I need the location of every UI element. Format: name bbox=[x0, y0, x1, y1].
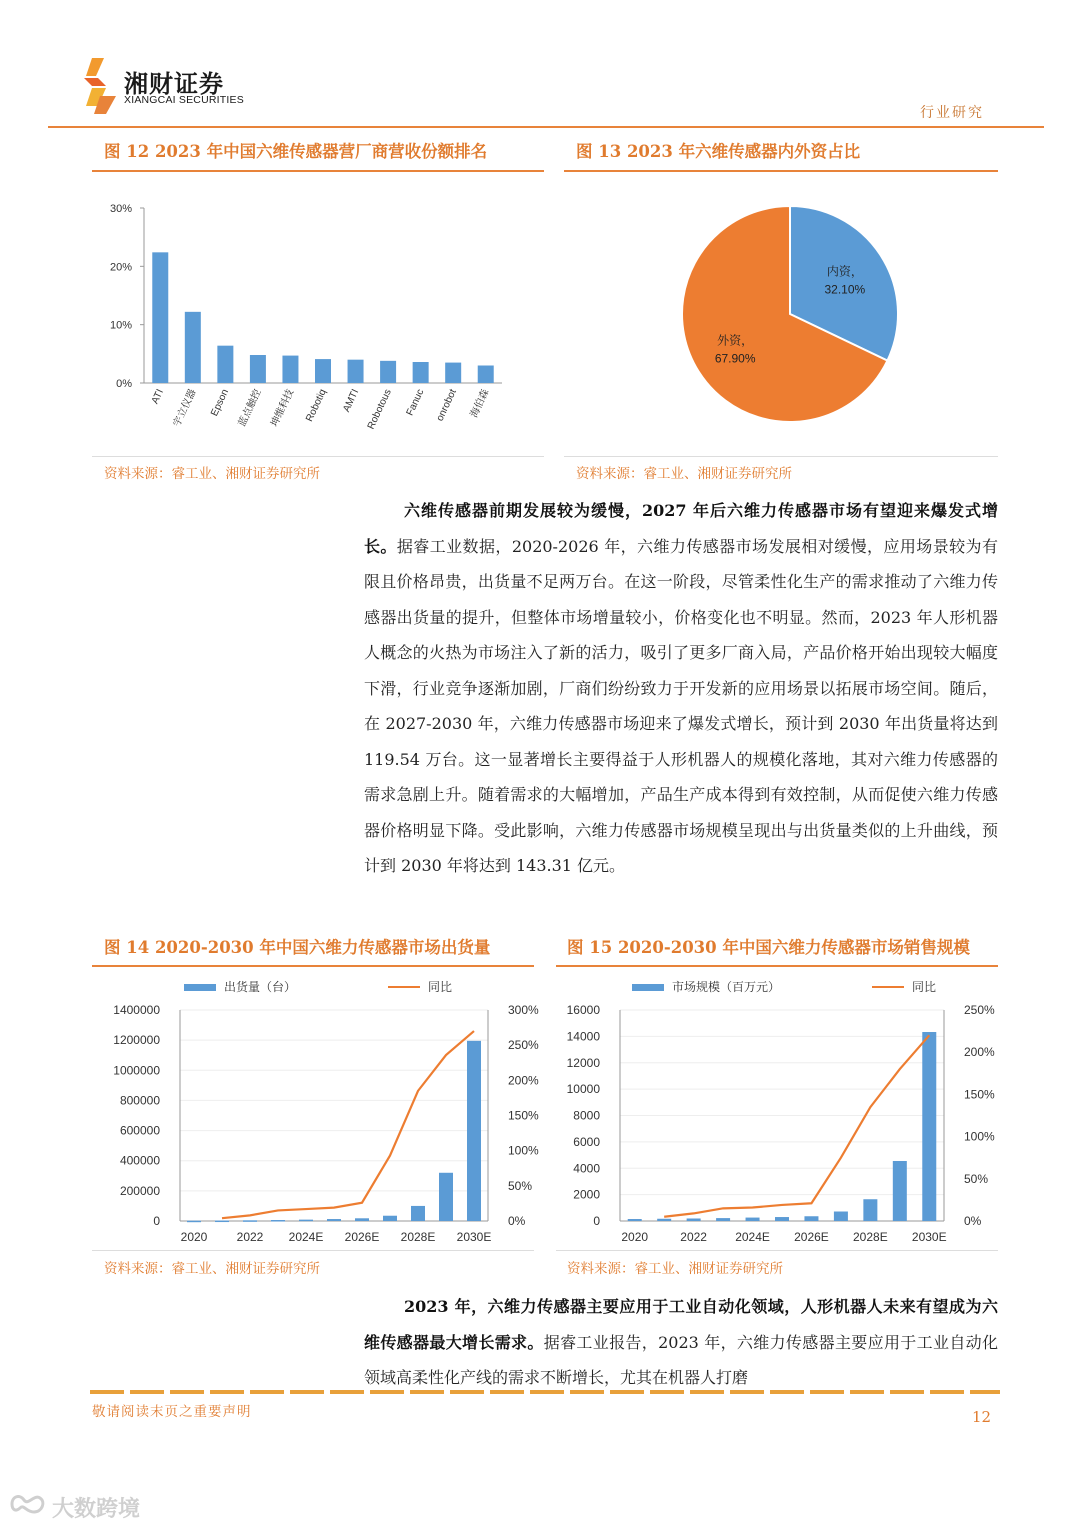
fig12-bar bbox=[348, 360, 364, 383]
fig14-ytick-left-label: 400000 bbox=[119, 1153, 160, 1168]
page-number: 12 bbox=[972, 1408, 992, 1426]
fig14-xtick-label: 2022 bbox=[236, 1230, 264, 1244]
fig14-xtick-label: 2026E bbox=[344, 1230, 380, 1244]
fig12-source-rule bbox=[92, 456, 544, 457]
fig14-ytick-left-label: 1200000 bbox=[113, 1033, 160, 1048]
fig14-bar bbox=[243, 1220, 257, 1222]
fig12-bar bbox=[315, 359, 331, 383]
fig14-bar bbox=[411, 1206, 425, 1221]
fig14-ytick-right-label: 0% bbox=[508, 1214, 526, 1228]
fig15-ytick-left-label: 6000 bbox=[573, 1134, 600, 1149]
fig14-ytick-right-label: 200% bbox=[508, 1073, 539, 1088]
paragraph-2-lead: 2023 年，六维力传感器主要应用于工业自动化领域，人形机器人未来有望成为六维传感器最大增长需求。 bbox=[364, 1297, 998, 1352]
fig15-legend-bar-label: 市场规模（百万元） bbox=[672, 980, 781, 994]
fig15-bar bbox=[804, 1216, 818, 1221]
fig13-slice-value: 32.10% bbox=[824, 282, 866, 297]
fig14-bar bbox=[299, 1220, 313, 1222]
fig12-xtick-label: 海伯森 bbox=[468, 387, 492, 420]
fig15-ytick-right-label: 200% bbox=[964, 1045, 995, 1060]
logo-text-en: XIANGCAI SECURITIES bbox=[124, 94, 244, 106]
fig14-ytick-left-label: 1000000 bbox=[113, 1063, 160, 1078]
fig14-bar bbox=[467, 1041, 481, 1221]
fig12-ytick-label: 0% bbox=[116, 378, 132, 390]
fig12-ytick-label: 30% bbox=[109, 203, 132, 215]
fig15-xtick-label: 2020 bbox=[621, 1230, 649, 1244]
fig14-bar bbox=[383, 1216, 397, 1221]
paragraph-2 bbox=[364, 1289, 998, 1397]
paragraph-1-body: 据睿工业数据，2020-2026 年，六维力传感器市场发展相对缓慢，应用场景较为有限且价格昂贵，出货量不足两万台。在这一阶段，尽管柔性化生产的需求推动了六维力传感器出货量的提升，但整体市场增量较小，价格变化也不明显。然而，2023 年人形机器人概念的火热为市场注入了新的活力，吸引了更多厂商入局，产品价格开始出现较大幅度下滑，行业竞争逐渐加剧，厂商们纷纷致力于开发新的应用场景以拓展市场空间。随后，在 2027-2030 年，六维力传感器市场迎来了爆发式增长，预计到 2030 年出货量将达到 119.54 万台。这一显著增长主要得益于人形机器人的规模化落地，其对六维力传感器的需求急剧上升。随着需求的大幅增加，产品生产成本得到有效控制，从而促使六维力传感器价格明显下降。受此影响，六维力传感器市场规模呈现出与出货量类似的上升曲线，预计到 2030 年将达到 143.31 亿元。 bbox=[364, 536, 998, 875]
paragraph-1 bbox=[364, 493, 998, 884]
header bbox=[0, 0, 1080, 130]
fig12-bar bbox=[217, 346, 233, 383]
fig12-xtick-label: 蓝点触控 bbox=[236, 387, 264, 429]
fig15-bar bbox=[628, 1219, 642, 1221]
fig14-ytick-left-label: 800000 bbox=[119, 1093, 160, 1108]
fig15-title-rule bbox=[556, 965, 998, 967]
fig14-ytick-right-label: 100% bbox=[508, 1143, 539, 1158]
fig13-source: 资料来源：睿工业、湘财证券研究所 bbox=[576, 466, 792, 482]
watermark-text: 大数跨境 bbox=[52, 1497, 141, 1522]
fig12-ytick-label: 10% bbox=[109, 319, 132, 332]
fig13-slice-label: 内资， bbox=[826, 264, 863, 279]
fig15-bar bbox=[922, 1032, 936, 1221]
fig12-bar bbox=[282, 356, 298, 383]
fig12-xtick-label: 宇立仪器 bbox=[171, 387, 199, 429]
fig15-xtick-label: 2030E bbox=[911, 1230, 947, 1244]
fig14-legend-bar-label: 出货量（台） bbox=[224, 980, 297, 994]
fig14-bar bbox=[327, 1219, 341, 1221]
fig15-bar bbox=[687, 1218, 701, 1221]
fig15-combo-chart bbox=[556, 972, 998, 1248]
fig15-ytick-left-label: 2000 bbox=[573, 1187, 600, 1202]
fig14-bar bbox=[187, 1221, 201, 1223]
fig14-title-rule bbox=[92, 965, 534, 967]
fig13-pie-chart bbox=[564, 190, 998, 440]
logo-icon bbox=[82, 56, 120, 116]
fig12-source: 资料来源：睿工业、湘财证券研究所 bbox=[104, 466, 320, 482]
fig15-ytick-left-label: 8000 bbox=[573, 1108, 600, 1123]
fig13-slice-value: 67.90% bbox=[714, 351, 756, 366]
fig13-title-rule bbox=[564, 170, 998, 172]
fig14-ytick-right-label: 50% bbox=[508, 1178, 533, 1193]
fig14-ytick-left-label: 200000 bbox=[119, 1183, 160, 1198]
fig15-ytick-right-label: 150% bbox=[964, 1087, 995, 1102]
fig12-bar bbox=[380, 361, 396, 383]
fig14-xtick-label: 2028E bbox=[400, 1230, 436, 1244]
fig12-xtick-label: AMTI bbox=[341, 387, 362, 414]
fig14-combo-chart bbox=[92, 972, 544, 1248]
fig12-ytick-label: 20% bbox=[109, 261, 132, 274]
fig14-bar bbox=[215, 1221, 229, 1223]
fig15-ytick-left-label: 10000 bbox=[566, 1082, 600, 1097]
paragraph-2-body: 据睿工业报告，2023 年，六维力传感器主要应用于工业自动化领域高柔性化产线的需求不断增长，尤其在机器人打磨 bbox=[364, 1332, 998, 1387]
fig14-ytick-left-label: 0 bbox=[153, 1214, 160, 1228]
fig15-bar bbox=[893, 1161, 907, 1221]
fig12-xtick-label: 坤维科技 bbox=[269, 387, 297, 429]
fig15-xtick-label: 2024E bbox=[735, 1230, 770, 1244]
fig14-yoy-line bbox=[222, 1031, 474, 1218]
logo-text-cn: 湘财证券 bbox=[124, 70, 224, 98]
fig12-bar bbox=[445, 363, 461, 383]
fig14-legend-line-label: 同比 bbox=[428, 980, 453, 994]
fig15-ytick-left-label: 0 bbox=[593, 1214, 600, 1228]
fig12-bar bbox=[250, 355, 266, 383]
fig15-ytick-left-label: 16000 bbox=[566, 1003, 600, 1017]
fig15-source: 资料来源：睿工业、湘财证券研究所 bbox=[567, 1261, 783, 1277]
header-rule bbox=[48, 126, 1044, 128]
section-label: 行业研究 bbox=[920, 105, 984, 121]
watermark-icon bbox=[8, 1490, 50, 1518]
fig15-bar bbox=[863, 1199, 877, 1221]
fig15-legend-line-label: 同比 bbox=[912, 980, 937, 994]
fig12-bar bbox=[152, 252, 168, 383]
fig15-ytick-right-label: 100% bbox=[964, 1129, 995, 1144]
fig14-source-rule bbox=[92, 1250, 534, 1251]
fig12-bar bbox=[413, 362, 429, 383]
fig15-ytick-left-label: 14000 bbox=[566, 1029, 600, 1044]
fig12-title-rule bbox=[92, 170, 544, 172]
fig12-xtick-label: Robotous bbox=[365, 387, 394, 432]
fig14-xtick-label: 2024E bbox=[288, 1230, 324, 1244]
fig14-ytick-right-label: 300% bbox=[508, 1003, 539, 1017]
fig13-source-rule bbox=[564, 456, 998, 457]
fig14-ytick-right-label: 150% bbox=[508, 1108, 539, 1123]
fig12-xtick-label: ATI bbox=[149, 387, 166, 406]
fig15-bar bbox=[775, 1217, 789, 1221]
fig13-slice-label: 外资， bbox=[717, 333, 754, 348]
fig15-xtick-label: 2022 bbox=[680, 1230, 707, 1244]
fig14-xtick-label: 2020 bbox=[180, 1230, 208, 1244]
fig12-bar bbox=[185, 312, 201, 383]
fig15-bar bbox=[834, 1212, 848, 1221]
fig14-bar bbox=[439, 1173, 453, 1221]
fig15-xtick-label: 2028E bbox=[853, 1230, 888, 1244]
fig14-source: 资料来源：睿工业、湘财证券研究所 bbox=[104, 1261, 320, 1277]
fig13-title: 图 13 2023 年六维传感器内外资占比 bbox=[576, 142, 861, 161]
fig14-ytick-left-label: 1400000 bbox=[113, 1003, 160, 1017]
fig14-xtick-label: 2030E bbox=[456, 1230, 492, 1244]
fig12-xtick-label: Fanuc bbox=[404, 387, 427, 418]
fig15-legend-bar-swatch bbox=[632, 984, 664, 991]
fig15-bar bbox=[746, 1218, 760, 1221]
fig12-xtick-label: onrobot bbox=[434, 387, 459, 424]
fig15-title: 图 15 2020-2030 年中国六维力传感器市场销售规模 bbox=[567, 938, 970, 957]
fig12-xtick-label: Epson bbox=[209, 387, 232, 418]
fig14-ytick-right-label: 250% bbox=[508, 1038, 539, 1053]
fig15-ytick-right-label: 250% bbox=[964, 1003, 995, 1017]
fig14-bar bbox=[355, 1218, 369, 1221]
fig15-xtick-label: 2026E bbox=[794, 1230, 829, 1244]
fig14-legend-bar-swatch bbox=[184, 984, 216, 991]
fig15-ytick-right-label: 0% bbox=[964, 1214, 982, 1228]
fig15-ytick-left-label: 12000 bbox=[566, 1055, 600, 1070]
fig12-xtick-label: Robotiq bbox=[304, 387, 329, 424]
fig14-title: 图 14 2020-2030 年中国六维力传感器市场出货量 bbox=[104, 938, 491, 957]
footer-dashed-rule bbox=[90, 1388, 1000, 1396]
fig12-bar-chart bbox=[92, 190, 544, 440]
fig15-bar bbox=[716, 1218, 730, 1221]
paragraph-1-lead: 六维传感器前期发展较为缓慢，2027 年后六维力传感器市场有望迎来爆发式增长。 bbox=[364, 501, 998, 556]
footer-notice: 敬请阅读末页之重要声明 bbox=[92, 1404, 252, 1420]
fig15-ytick-left-label: 4000 bbox=[573, 1161, 600, 1176]
fig14-ytick-left-label: 600000 bbox=[119, 1123, 160, 1138]
fig15-source-rule bbox=[556, 1250, 998, 1251]
fig15-bar bbox=[657, 1219, 671, 1221]
fig12-bar bbox=[478, 366, 494, 384]
fig15-ytick-right-label: 50% bbox=[964, 1171, 989, 1186]
fig14-bar bbox=[271, 1220, 285, 1222]
fig12-title: 图 12 2023 年中国六维传感器营厂商营收份额排名 bbox=[104, 142, 488, 161]
